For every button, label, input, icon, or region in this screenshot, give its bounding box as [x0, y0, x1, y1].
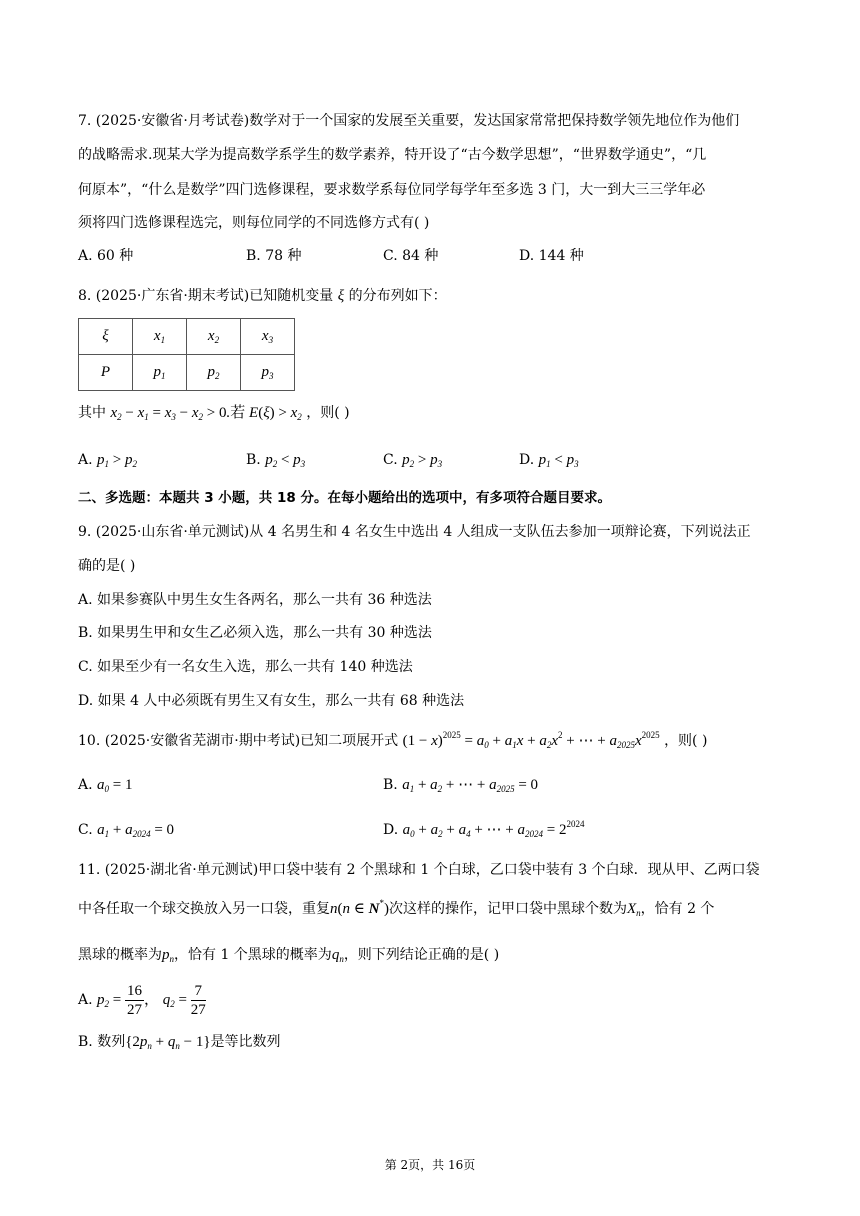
- q11-line-2: 中各任取一个球交换放入另一口袋，重复n(n ∈ N*)次这样的操作，记甲口袋中黑球个数为$X_n$，恰有 2 个: [78, 898, 715, 918]
- table-cell: P: [79, 355, 133, 391]
- q7-option-d: D. 144 种: [519, 248, 584, 264]
- q7-line-4: 须将四门选修课程选完，则每位同学的不同选修方式有( ): [78, 215, 430, 231]
- q8-xi: ξ: [337, 288, 345, 304]
- q10-stem-pre: 10. (2025·安徽省芜湖市·期中考试)已知二项展开式: [78, 733, 399, 749]
- q10-expansion: $(1 - x)^{2025} = a_0 + a_1x + a_2x^2$ + ⋯ + $a_{2025}x^{2025}$: [402, 730, 660, 750]
- table-cell: $x_1$: [133, 319, 187, 355]
- table-row: [79, 355, 295, 391]
- table-cell: ξ: [79, 319, 133, 355]
- table-row: [79, 319, 295, 355]
- distribution-table: [78, 318, 295, 391]
- q9-option-c: C. 如果至少有一名女生入选，那么一共有 140 种选法: [78, 659, 413, 675]
- table-cell: $x_2$: [187, 319, 241, 355]
- q8-option-c: C. $p_2 > p_3$: [383, 452, 443, 469]
- table-cell: $x_3$: [241, 319, 295, 355]
- q10-option-b: B. $a_1 + a_2$ + ⋯ + $a_{2025} = 0$: [383, 777, 539, 794]
- q7-line-1: 7. (2025·安徽省·月考试卷)数学对于一个国家的发展至关重要，发达国家常常把保持数学领先地位作为他们: [78, 113, 740, 129]
- q8-condition-math: $x_2 - x_1 = x_3 - x_2 > 0$.若 $E(\xi) > x_2$: [110, 405, 302, 422]
- q9-option-b: B. 如果男生甲和女生乙必须入选，那么一共有 30 种选法: [78, 625, 432, 641]
- q7-option-c: C. 84 种: [383, 248, 439, 264]
- q9-option-d: D. 如果 4 人中必须既有男生又有女生，那么一共有 68 种选法: [78, 693, 465, 709]
- section-heading: 二、多选题：本题共 3 小题，共 18 分。在每小题给出的选项中，有多项符合题目要求。: [78, 490, 611, 506]
- q9-line-2: 确的是( ): [78, 558, 136, 574]
- q9-option-a: A. 如果参赛队中男生女生各两名，那么一共有 36 种选法: [78, 592, 432, 608]
- q11-line-3: 黑球的概率为$p_n$，恰有 1 个黑球的概率为$q_n$，则下列结论正确的是( ): [78, 947, 500, 964]
- q7-option-a: A. 60 种: [78, 248, 134, 264]
- q8-option-a: A. $p_1 > p_2$: [78, 452, 137, 469]
- q8-option-b: B. $p_2 < p_3$: [246, 452, 306, 469]
- q7-line-3: 何原本”，“什么是数学”四门选修课程，要求数学系每位同学每学年至多选 3 门，大一到大三三学年必: [78, 182, 706, 198]
- q7-line-2: 的战略需求.现某大学为提高数学系学生的数学素养，特开设了“古今数学思想”，“世界数学通史”，“几: [78, 147, 707, 163]
- q10-option-a: A. $a_0 = 1$: [78, 777, 133, 794]
- q11-option-b: B. 数列$\{2p_n + q_n - 1\}$是等比数列: [78, 1034, 281, 1051]
- q8-stem-pre: 8. (2025·广东省·期末考试)已知随机变量: [78, 288, 334, 304]
- q8-condition-post: ，则( ): [306, 405, 350, 421]
- table-cell: $p_1$: [133, 355, 187, 391]
- q8-stem: [78, 286, 447, 306]
- q11-option-a: A. $p_2$ = $\frac{16}{27}$ ， $q_2$ = $\frac{7}{27}$: [78, 983, 206, 1019]
- q8-condition: [78, 403, 350, 423]
- q8-option-d: D. $p_1 < p_3$: [519, 452, 579, 469]
- q7-option-b: B. 78 种: [246, 248, 302, 264]
- q10-option-c: C. $a_1 + a_{2024} = 0$: [78, 822, 175, 839]
- q9-line-1: 9. (2025·山东省·单元测试)从 4 名男生和 4 名女生中选出 4 人组成一支队伍去参加一项辩论赛，下列说法正: [78, 524, 751, 540]
- q10-option-d: D. $a_0 + a_2 + a_4$ + ⋯ + $a_{2024} = 2^{2024}$: [383, 819, 585, 839]
- q8-stem-post: 的分布列如下：: [348, 288, 447, 304]
- q10-stem-post: ，则( ): [664, 733, 708, 749]
- q10-stem: [78, 731, 707, 751]
- q11-line-1: 11. (2025·湖北省·单元测试)甲口袋中装有 2 个黑球和 1 个白球，乙口袋中装有 3 个白球．现从甲、乙两口袋: [78, 862, 760, 878]
- q8-condition-pre: 其中: [78, 405, 106, 421]
- table-cell: $p_3$: [241, 355, 295, 391]
- table-cell: $p_2$: [187, 355, 241, 391]
- page-footer: 第 2页，共 16页: [384, 1158, 476, 1172]
